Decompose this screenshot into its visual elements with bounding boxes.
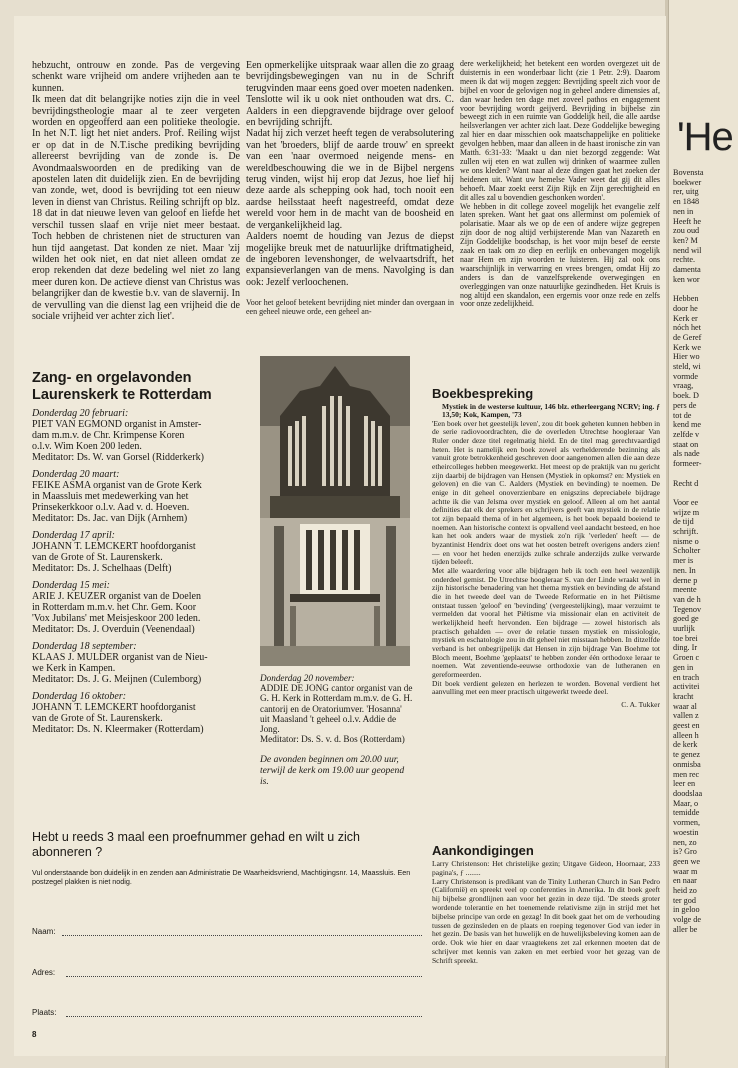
event-line: van de Grote of St. Laurenskerk. <box>32 552 163 563</box>
article-column-3: dere werkelijkheid; het betekent een worden overgezet uit de duisternis in een wonderbaar licht (zie 1 Petr. 2:9). Daarom meen ik dat wij mogen zeggen: Bevrijding speelt zich voor de bijbel en voor de gelovigen nog in geheel andere dimensies af, dan waar heden ten dage met zoveel pathos en engagement voor bevrijding wordt geijverd. Bevrijding in bijbelse zin beweegt zich in een ruimte van Goddelijk heil, die alle aardse heilsverlangen ver achter zich laat. Deze Goddelijke beweging zal hier en daar misschien ook maatschappelijke en politieke gevolgen hebben, maar dan alleen in de haast ironische zin van Matth. 6:31-33: 'Maakt u dan niet bezorgd zeggende: Wat zullen wij eten en wat zullen wij drinken of waarmee zullen we ons kleden? Want naar al deze dingen gaat het zoeken der heidenen uit. Want uw hemelse Vader weet dat gij dit alles behoeft. Maar zoekt eerst Zijn Rijk en Zijn gerechtigheid en dit alles zal u bovendien geschonken worden'. We hebben in dit college zoveel mogelijk het evangelie zelf laten spreken. Want het gaat ons allerminst om polemiek of polarisatie. Maar als we op de een of andere wijze gegrepen zijn door de nog altijd verbijsterende Man van Nazareth en Zijn Goddelijke boodschap, is het voor mijn besef de eerste zaak en taak om zo diep en eerlijk en onbevangen mogelijk naar Hem en zijn woorden te luisteren. Hij zal ook ons waarschijnlijk in verwarring en vrees brengen, omdat Hij zo anders is dan de vanzelfsprekende overwegingen en overleggingen van onze natuurlijke gezindheden. Het Kruis is nog altijd een skandalon, een ergernis voor onze rede en zelfs voor onze zedelijkheid. <box>460 59 660 309</box>
adjacent-line: van de h <box>673 594 701 604</box>
adjacent-line: de tijd <box>673 517 694 527</box>
adjacent-line: goed ge <box>673 614 699 624</box>
adjacent-line: doodslaa <box>673 789 703 798</box>
adjacent-line: formeer- <box>673 459 702 469</box>
adjacent-line: Heeft he <box>673 216 701 226</box>
place-label: Plaats: <box>32 1008 57 1017</box>
event-line: Meditator: Ds. W. van Gorsel (Ridderkerk) <box>32 452 204 463</box>
adjacent-line: tot de <box>673 410 692 420</box>
adjacent-line: en 1848 <box>673 197 700 207</box>
adjacent-line: wijze m <box>673 507 700 517</box>
name-field[interactable] <box>62 934 422 936</box>
subscription-form <box>32 830 422 886</box>
adjacent-line: temidde <box>673 808 700 818</box>
adjacent-line: Hebben <box>673 294 699 304</box>
adjacent-line: nisme o <box>673 536 699 546</box>
adjacent-line: Scholter <box>673 546 701 556</box>
concerts-event-right <box>260 673 414 787</box>
adjacent-line: zelfde v <box>673 429 700 439</box>
adjacent-line: gen in <box>673 662 694 672</box>
adjacent-text-lines <box>673 168 737 935</box>
event-line: Meditator: Ds. J. G. Meijnen (Culemborg) <box>32 674 202 685</box>
adjacent-line: alleen h <box>673 730 699 740</box>
concerts-event-list <box>32 408 252 735</box>
adjacent-line: Maar, o <box>673 798 699 808</box>
adjacent-line: woestin <box>673 827 699 837</box>
review-heading: Boekbespreking <box>432 386 534 401</box>
adjacent-line: ken? M <box>673 235 698 245</box>
event-line: FEIKE ASMA organist van de Grote Kerk <box>32 480 202 491</box>
adjacent-line: waar m <box>673 866 698 876</box>
book-review-section <box>432 386 660 709</box>
adjacent-line: vraag, <box>673 381 694 391</box>
concert-event <box>32 641 252 685</box>
adjacent-line: is? Gro <box>673 847 697 857</box>
event-line: ARIE J. KEUZER organist van de Doelen <box>32 591 201 602</box>
event-line: o.l.v. Wim Koen 200 leden. <box>32 441 142 452</box>
article-column-2-text: Een opmerkelijke uitspraak waar allen die zo graag bevrijdingsbewegingen van nu in de Schrift terugvinden maar eens goed over moeten nadenken. Tenslotte wil ik u ook niet onthouden wat drs. C. Aalders in een diepgravende bijdrage over geloof en bevrijding schrijft. Nadat hij zich verzet heeft tegen de verabsolutering van het 'broeders, blijf de aarde trouw' en spreekt van een 'naar overmoed neigende mens- en wereldbeschouwing die we in de Bijbel nergens terug vinden, wijst hij erop dat Jezus, hoe lief hij deze aarde als schepping ook had, toch nooit een aardse heilsstaat heeft nagestreefd, omdat deze wereld voor hem in de macht van de boosheid en de vergankelijkheid lag. Aalders noemt de houding van Jezus de diepst mogelijke breuk met de natuurlijke driftmatigheid, de ingeboren levenshonger, de welvaartsdrift, het expansieverlangen van de mens. Navolging is dan ook: Jezelf verloochenen. <box>246 60 454 288</box>
adjacent-line: kend me <box>673 420 701 430</box>
adjacent-line: te genez <box>673 750 701 760</box>
adjacent-line: men rec <box>673 769 700 779</box>
event-date: Donderdag 18 september: <box>32 641 137 652</box>
newspaper-page <box>14 16 666 1056</box>
adjacent-line: aller be <box>673 924 698 934</box>
event-line: KLAAS J. MULDER organist van de Nieu- <box>32 652 208 663</box>
adjacent-line: rer, uitg <box>673 187 699 197</box>
announcements-heading: Aankondigingen <box>432 843 534 858</box>
adjacent-line: meente <box>673 585 697 595</box>
adjacent-line: Bovensta <box>673 168 704 177</box>
adjacent-line: steld, wi <box>673 362 701 372</box>
adjacent-line <box>673 469 737 479</box>
adjacent-line: geen we <box>673 856 701 866</box>
adjacent-line <box>673 488 737 498</box>
review-book-title: Mystiek in de westerse kultuur, 146 blz. etherleergang NCRV; ing. ƒ 13,50; Kok, Kampen, '73 <box>442 402 660 420</box>
adjacent-line: staat on <box>673 439 699 449</box>
adjacent-line: mer is <box>673 556 694 566</box>
adjacent-line: Hier wo <box>673 352 700 362</box>
review-author: C. A. Tukker <box>621 699 660 709</box>
address-field[interactable] <box>66 975 422 977</box>
adjacent-line: schrijft. <box>673 527 699 537</box>
adjacent-line: Tegenov <box>673 604 702 614</box>
adjacent-line: uurlijk <box>673 624 695 634</box>
announcements-section <box>432 843 660 966</box>
event-line: Meditator: Ds. S. v. d. Bos (Rotterdam) <box>260 734 405 745</box>
adjacent-line: de Geref <box>673 332 702 342</box>
adjacent-line: waar al <box>673 701 697 711</box>
event-line: Meditator: Ds. Jac. van Dijk (Arnhem) <box>32 513 188 524</box>
adjacent-heading-fragment: 'He <box>677 115 733 159</box>
adjacent-line: door he <box>673 303 698 313</box>
adjacent-line: in geloo <box>673 905 700 915</box>
adjacent-line: vormde <box>673 371 699 381</box>
page-number: 8 <box>32 1030 37 1039</box>
adjacent-line: nend wil <box>673 245 702 255</box>
announcements-body: Larry Christenson: Het christelijke gezin; Uitgave Gideon, Hoornaar, 233 pagina's, ƒ ........ Larry Christenson is predikant van de Tinity Lutheran Church in San Pedro (Californië) en spreekt veel op conferenties in Amerika. In dit boek geeft hij bijbelse grondlijnen aan voor het gezin in deze tijd. 'De steeds groter wordende tolerantie en het toenemende relativisme zijn in strijd met het bijbelse principe van orde en gezag! In dit boek gaat het om de verhouding tussen de gezinsleden en de plaats en roeping tegenover God van ieder in het gezin. De basis van het huwelijk en de huwelijksbeleving komen aan de orde. Ook wie hier en daar vraagtekens zet zal erkennen moeten dat de schrijver met kennis van zaken en met eerbied voor het gezag van de Schrift spreekt. <box>432 859 660 965</box>
adjacent-line: Voor ee <box>673 497 699 507</box>
event-date: Donderdag 17 april: <box>32 530 115 541</box>
event-line: JOHANN T. LEMCKERT hoofdorganist <box>32 702 196 713</box>
event-line: G. H. Kerk in Rotterdam m.m.v. de G. H. <box>260 693 413 704</box>
event-line: Meditator: Ds. J. Overduin (Veenendaal) <box>32 624 195 635</box>
event-date: Donderdag 20 februari: <box>32 408 129 419</box>
adjacent-line <box>673 284 737 294</box>
adjacent-line: damenta <box>673 265 701 275</box>
adjacent-line: als nade <box>673 449 700 459</box>
concert-event <box>32 691 252 735</box>
review-body: 'Een boek over het geestelijk leven', zou dit boek geheten kunnen hebben in de serie radiovoordrachten, die de overleden Utrechtse hoogleraar Van Ruler onder deze titel regelmatig hield. En de titel mag gerechtvaardigd heten. Het is namelijk een boek zowel als verhelderende bezinning als vanuit grote betrokkenheid geschreven door aangenomen allen die aan deze etheircolleges hebben meegewerkt. Het meest op de praktijk van nu gericht zijn daarbij de bijdragen van Hensen (Mystiek in opkomst? en: Mystiek en geloven) en die van C. Aalders (Mystiek en bevinding) te noemen. De enige in dit geheel onoverzienbare en enigszins depreciabele bijdrage achtte ik die van Jelsma over mystiek en geloof. Alleen al om het aantal definities dat elk der sprekers en schrijvers geeft van mystiek in de relatie tot zijn bepaald thema of in het algemeen, is het boek bepaald boeiend te noemen. Aan historische context is opvallend veel aandacht besteed, en hoe kan het ook anders waar de mystiek zo'n rijk 'verleden' heeft — de byzantinist Hendrix doet ons wat het oosten betreft overigens anders zien! — en voor het heden enerzijds zulke schrale anderzijds zulke verwarde tijden beleeft. Met alle waardering voor alle bijdragen heb ik toch een heel wezenlijk onderdeel gemist. De Utrechtse hoogleraar S. van der Linde wraakt wel in zijn historische benadering van het thema mystiek en bevinding de afstand die in het tweede deel van de Tweede Reformatie en in het Piëtisme ontstaat tussen 'geloof' en 'bevinding' (vergeestelijking), maar verzuimt te vermelden dat vooral het Piëtisme via missionair elan en activiteit de werkelijkheid heeft hervonden. Een bijdrage — zowel historisch als practisch gehalden — over de relatie tussen mystiek en missiologie, mystiek en eschatologie zou in dit geheel niet misstaan hebben. In ditzelfde verband is het onbegrijpelijk dat Hensen in zijn bijdrage Van Boehme tot Bloch meent, Boehme 'geplaatst' te hebben zonder één orthodoxe leraar te noemen. Wat zeventiende-eeuwse orthodoxie van de lutheranen en gereformeerden. Dit boek verdient gelezen en herlezen te worden. Bovenal verdient het aanvulling met een meer practisch uitgewerkt tweede deel. <box>432 418 660 697</box>
article-column-2-footer: Voor het geloof betekent bevrijding niet minder dan overgaan in een geheel nieuwe orde, een geheel an- <box>246 298 454 317</box>
article-column-2 <box>246 60 454 317</box>
event-date: Donderdag 15 mei: <box>32 580 110 591</box>
adjacent-line: onmisba <box>673 759 701 769</box>
adjacent-line: boek. D <box>673 391 699 401</box>
name-label: Naam: <box>32 927 56 936</box>
concerts-title-1: Zang- en orgelavonden <box>32 370 192 386</box>
event-line: cantorij en de Oratoriumver. 'Hosanna' <box>260 703 402 714</box>
event-date: Donderdag 20 november: <box>260 673 355 683</box>
adjacent-line: derne p <box>673 575 698 585</box>
adjacent-line: en naar <box>673 876 697 886</box>
adjacent-line: en trach <box>673 672 700 682</box>
event-line: Prinsekerkkoor o.l.v. Aad v. d. Hoeven. <box>32 502 190 513</box>
subscribe-heading-2: abonneren ? <box>32 845 103 859</box>
adjacent-line: activitei <box>673 682 700 692</box>
event-line: uit Maasland 't geheel o.l.v. Addie de Jong. <box>260 713 397 735</box>
adjacent-line: toe brei <box>673 633 698 643</box>
adjacent-line: leer en <box>673 779 696 789</box>
adjacent-line: pers de <box>673 400 697 410</box>
event-date: Donderdag 16 oktober: <box>32 691 127 702</box>
adjacent-page-fragment <box>668 0 738 1068</box>
subscribe-heading-1: Hebt u reeds 3 maal een proefnummer gehad en wilt u zich <box>32 830 360 844</box>
adjacent-line: Kerk er <box>673 313 698 323</box>
concert-event <box>32 530 252 574</box>
adjacent-line: Kerk we <box>673 342 701 352</box>
adjacent-line: nen. In <box>673 565 696 575</box>
adjacent-line: vallen z <box>673 711 699 721</box>
adjacent-line: de kerk <box>673 740 698 750</box>
concert-event <box>32 580 252 635</box>
concerts-section <box>32 370 252 741</box>
event-line: Meditator: Ds. J. Schelhaas (Delft) <box>32 563 172 574</box>
event-date: Donderdag 20 maart: <box>32 469 120 480</box>
adjacent-line: ter god <box>673 895 696 905</box>
adjacent-line: ken wor <box>673 274 700 284</box>
article-column-1: hebzucht, ontrouw en zonde. Pas de vergeving schenkt ware vrijheid om andere vrijheden aan te kunnen. Ik meen dat dit belangrijke noties zijn die in veel bevrijdingstheologie maar al te zeer vergeten worden en opgeofferd aan een politieke theologie. In het N.T. ligt het niet anders. Prof. Reiling wijst er op dat in de N.T.ische prediking bevrijding allereerst bevrijding van de zonde is. De Avondmaalswoorden en de prediking van de apostelen laten dit duidelijk zien. En de bevrijding van zonde, wet, dood is bevrijding tot een nieuw leven in dienst van Christus. Reiling schrijft op blz. 18 dat in dat nieuwe leven van geloof en liefde het verschil tussen slaaf en vrije niet meer bestaat. Toch hebben de christenen niet de structuren van hun tijd aangetast. Dat konden ze niet. Maar 'zij wilden het ook niet, en dat niet alleen omdat ze erop rekenden dat deze bedeling wel niet zo lang meer duren kon. De actieve dienst van Christus was belangrijker dan de kwestie b.v. van de slavernij. In de vervulling van die dienst lag een vrijheid die de sociale vrijheid ver achter zich liet'. <box>32 60 240 322</box>
event-line: Meditator: Ds. N. Kleermaker (Rotterdam) <box>32 724 204 735</box>
adjacent-line: geest en <box>673 721 700 731</box>
adjacent-line: zou oud <box>673 226 700 236</box>
subscribe-instructions: Vul onderstaande bon duidelijk in en zenden aan Administratie De Waarheidsvriend, Machtigingsnr. 14, Maassluis. Een postzegel plakken is niet nodig. <box>32 868 411 886</box>
concert-event <box>32 408 252 463</box>
adjacent-line: nen, zo <box>673 837 697 847</box>
adjacent-line: nen in <box>673 206 694 216</box>
event-line: van de Grote of St. Laurenskerk. <box>32 713 163 724</box>
event-line: JOHANN T. LEMCKERT hoofdorganist <box>32 541 196 552</box>
event-line: ADDIE DE JONG cantor organist van de <box>260 683 413 694</box>
event-line: we Kerk in Kampen. <box>32 663 116 674</box>
adjacent-line: Recht d <box>673 478 699 488</box>
adjacent-line: rechte. <box>673 255 696 265</box>
adjacent-line: Groen c <box>673 653 700 663</box>
adjacent-line: vormen, <box>673 818 701 828</box>
adjacent-line: boekwer <box>673 177 702 187</box>
adjacent-line: nóch het <box>673 323 701 333</box>
adjacent-line: kracht <box>673 691 694 701</box>
concert-event <box>32 469 252 524</box>
event-line: in Maassluis met medewerking van het <box>32 491 189 502</box>
place-field[interactable] <box>66 1015 422 1017</box>
concerts-title-2: Laurenskerk te Rotterdam <box>32 387 212 403</box>
event-line: 'Vox Jubilans' met Meisjeskoor 200 leden. <box>32 613 201 624</box>
event-line: dam m.m.v. de Chr. Krimpense Koren <box>32 430 185 441</box>
church-organ-photo <box>260 356 410 666</box>
adjacent-line: ding. Ir <box>673 643 698 653</box>
adjacent-line: heid zo <box>673 886 697 896</box>
concerts-note: De avonden beginnen om 20.00 uur, terwijl de kerk om 19.00 uur geopend is. <box>260 754 405 788</box>
address-label: Adres: <box>32 968 56 977</box>
event-line: PIET VAN EGMOND organist in Amster- <box>32 419 202 430</box>
event-line: in Rotterdam m.m.v. het Chr. Gem. Koor <box>32 602 197 613</box>
adjacent-line: volge de <box>673 915 701 925</box>
